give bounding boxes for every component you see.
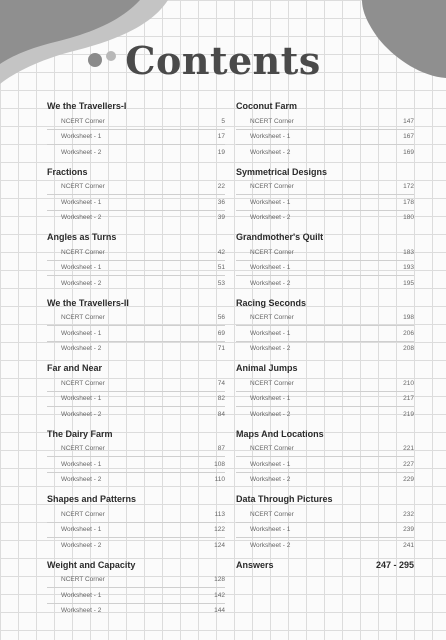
entry-page-number: 42 [217, 248, 225, 256]
chapter-title[interactable]: Maps And Locations [236, 428, 324, 439]
contents-entry[interactable] [236, 342, 414, 357]
contents-entry[interactable] [236, 180, 414, 196]
entry-page-number: 147 [403, 117, 414, 125]
entry-page-number: 239 [403, 526, 414, 534]
contents-entry[interactable] [236, 114, 414, 130]
chapter-title[interactable]: Fractions [47, 166, 88, 177]
contents-section [236, 493, 414, 553]
entry-label: NCERT Corner [250, 445, 294, 453]
chapter-entries [47, 507, 225, 553]
entry-page-number: 198 [403, 314, 414, 322]
chapter-entries [236, 311, 414, 357]
contents-entry[interactable] [47, 507, 225, 523]
chapter-entries [236, 245, 414, 291]
entry-label: Worksheet - 1 [61, 591, 102, 599]
chapter-title[interactable]: We the Travellers-II [47, 297, 129, 308]
contents-section [47, 428, 225, 488]
contents-entry[interactable] [236, 195, 414, 211]
entry-label: Worksheet - 2 [61, 541, 102, 549]
entry-page-number: 36 [217, 198, 225, 206]
chapter-title[interactable]: Weight and Capacity [47, 559, 136, 570]
entry-label: Worksheet - 2 [250, 148, 291, 156]
entry-page-number: 229 [403, 476, 414, 484]
contents-entry[interactable] [47, 245, 225, 261]
entry-page-number: 53 [217, 279, 225, 287]
contents-entry[interactable] [236, 261, 414, 277]
entry-label: Worksheet - 1 [61, 395, 102, 403]
chapter-entries [236, 114, 414, 160]
chapter-entries [236, 180, 414, 226]
entry-label: Worksheet - 1 [61, 264, 102, 272]
chapter-title[interactable]: Animal Jumps [236, 363, 298, 373]
contents-entry[interactable] [47, 407, 225, 422]
contents-entry[interactable] [47, 604, 225, 619]
entry-label: Worksheet - 1 [250, 264, 291, 272]
entry-page-number: 178 [403, 198, 414, 206]
entry-label: NCERT Corner [250, 183, 294, 191]
contents-entry[interactable] [47, 326, 225, 342]
entry-label: Worksheet - 2 [61, 410, 102, 418]
contents-left-column [47, 100, 225, 618]
entry-label: NCERT Corner [250, 314, 294, 322]
entry-page-number: 69 [217, 329, 225, 337]
chapter-entries [47, 573, 225, 619]
contents-entry[interactable] [236, 523, 414, 539]
entry-page-number: 108 [214, 460, 225, 468]
contents-entry[interactable] [47, 276, 225, 291]
entry-label: Worksheet - 1 [250, 460, 291, 468]
page-title: Contents [125, 38, 321, 83]
entry-label: Worksheet - 1 [61, 198, 102, 206]
entry-label: Worksheet - 2 [61, 148, 102, 156]
entry-page-number: 74 [217, 379, 225, 387]
chapter-entries [47, 180, 225, 226]
entry-page-number: 180 [403, 214, 414, 222]
entry-page-number: 183 [403, 248, 414, 256]
chapter-title[interactable]: Grandmother's Quilt [236, 232, 324, 242]
contents-section [47, 100, 225, 160]
entry-page-number: 232 [403, 510, 414, 518]
entry-label: Worksheet - 1 [61, 526, 102, 534]
entry-label: Worksheet - 2 [61, 476, 102, 484]
contents-entry[interactable] [47, 130, 225, 146]
entry-label: NCERT Corner [250, 248, 294, 256]
contents-entry[interactable] [47, 342, 225, 357]
entry-page-number: 195 [403, 279, 414, 287]
contents-entry[interactable] [236, 407, 414, 422]
entry-label: Worksheet - 1 [250, 198, 291, 206]
contents-section [47, 559, 225, 619]
contents-entry[interactable] [47, 457, 225, 473]
entry-label: Worksheet - 1 [61, 133, 102, 141]
contents-section [236, 231, 414, 291]
chapter-title[interactable]: The Dairy Farm [47, 428, 113, 439]
entry-label: Worksheet - 2 [250, 476, 291, 484]
entry-label: Worksheet - 1 [250, 133, 291, 141]
entry-page-number: 219 [403, 410, 414, 418]
chapter-entries [236, 507, 414, 553]
entry-page-number: 217 [403, 395, 414, 403]
contents-entry[interactable] [47, 180, 225, 196]
contents-entry[interactable] [236, 326, 414, 342]
contents-section [47, 231, 225, 291]
chapter-entries [47, 245, 225, 291]
contents-entry[interactable] [236, 311, 414, 327]
entry-label: NCERT Corner [61, 314, 105, 322]
entry-page-number: 221 [403, 445, 414, 453]
contents-section [47, 297, 225, 357]
contents-section [236, 100, 414, 160]
contents-entry[interactable] [47, 114, 225, 130]
contents-right-column [236, 100, 414, 572]
entry-page-number: 241 [403, 541, 414, 549]
entry-page-number: 82 [217, 395, 225, 403]
contents-entry[interactable] [236, 457, 414, 473]
entry-page-number: 110 [214, 476, 225, 484]
contents-entry[interactable] [47, 523, 225, 539]
entry-page-number: 87 [217, 445, 225, 453]
entry-label: NCERT Corner [61, 510, 105, 518]
entry-label: NCERT Corner [61, 248, 105, 256]
entry-label: Worksheet - 2 [61, 214, 102, 222]
entry-label: Worksheet - 2 [250, 345, 291, 353]
entry-page-number: 122 [214, 526, 225, 534]
entry-page-number: 71 [217, 345, 225, 353]
contents-entry[interactable] [47, 261, 225, 277]
chapter-title[interactable]: Angles as Turns [47, 232, 117, 242]
entry-page-number: 169 [403, 148, 414, 156]
entry-page-number: 124 [214, 541, 225, 549]
entry-label: NCERT Corner [250, 379, 294, 387]
contents-entry[interactable] [236, 211, 414, 226]
entry-page-number: 206 [403, 329, 414, 337]
contents-entry[interactable] [236, 276, 414, 291]
answers-label: Answers [236, 559, 274, 570]
entry-page-number: 144 [214, 607, 225, 615]
contents-entry[interactable] [47, 538, 225, 553]
contents-section [47, 166, 225, 226]
contents-entry[interactable] [47, 311, 225, 327]
entry-page-number: 5 [221, 117, 225, 125]
entry-label: Worksheet - 2 [250, 410, 291, 418]
contents-section [236, 166, 414, 226]
chapter-entries [47, 114, 225, 160]
entry-label: Worksheet - 2 [250, 279, 291, 287]
contents-entry[interactable] [47, 442, 225, 458]
entry-label: NCERT Corner [250, 510, 294, 518]
answers-pages: 247 - 295 [375, 559, 414, 570]
entry-page-number: 193 [403, 264, 414, 272]
chapter-entries [236, 442, 414, 488]
entry-page-number: 39 [217, 214, 225, 222]
entry-label: Worksheet - 2 [61, 345, 102, 353]
chapter-entries [47, 442, 225, 488]
entry-label: Worksheet - 2 [250, 214, 291, 222]
contents-entry[interactable] [236, 376, 414, 392]
contents-entry[interactable] [236, 392, 414, 408]
contents-section [47, 362, 225, 422]
contents-entry[interactable] [236, 145, 414, 160]
contents-entry[interactable] [236, 442, 414, 458]
chapter-entries [236, 376, 414, 422]
contents-entry[interactable] [236, 507, 414, 523]
contents-entry[interactable] [47, 588, 225, 604]
entry-label: NCERT Corner [61, 379, 105, 387]
entry-label: NCERT Corner [61, 183, 105, 191]
contents-entry[interactable] [236, 538, 414, 553]
chapter-title[interactable]: We the Travellers-I [47, 101, 127, 111]
chapter-entries [47, 311, 225, 357]
entry-page-number: 210 [403, 379, 414, 387]
contents-entry[interactable] [236, 245, 414, 261]
chapter-title[interactable]: Far and Near [47, 363, 103, 373]
contents-entry[interactable] [47, 145, 225, 160]
contents-entry[interactable] [47, 573, 225, 589]
entry-label: Worksheet - 2 [61, 607, 102, 615]
entry-page-number: 56 [217, 314, 225, 322]
entry-page-number: 17 [217, 133, 225, 141]
contents-entry[interactable] [47, 195, 225, 211]
contents-entry[interactable] [236, 473, 414, 488]
contents-entry[interactable] [47, 392, 225, 408]
entry-label: NCERT Corner [61, 576, 105, 584]
entry-page-number: 208 [403, 345, 414, 353]
entry-page-number: 84 [217, 410, 225, 418]
chapter-title[interactable]: Racing Seconds [236, 297, 307, 308]
entry-page-number: 227 [403, 460, 414, 468]
entry-label: Worksheet - 1 [250, 329, 291, 337]
entry-page-number: 51 [217, 264, 225, 272]
entry-label: Worksheet - 1 [250, 526, 291, 534]
entry-label: NCERT Corner [61, 117, 105, 125]
entry-label: Worksheet - 2 [61, 279, 102, 287]
entry-page-number: 22 [217, 183, 225, 191]
contents-entry[interactable] [236, 130, 414, 146]
entry-page-number: 172 [403, 183, 414, 191]
entry-label: Worksheet - 1 [61, 460, 102, 468]
entry-page-number: 142 [214, 591, 225, 599]
entry-label: Worksheet - 1 [61, 329, 102, 337]
chapter-title[interactable]: Shapes and Patterns [47, 494, 137, 504]
entry-label: NCERT Corner [250, 117, 294, 125]
contents-entry[interactable] [47, 376, 225, 392]
contents-section [236, 362, 414, 422]
contents-section [236, 428, 414, 488]
entry-page-number: 19 [217, 148, 225, 156]
entry-page-number: 167 [403, 133, 414, 141]
chapter-title[interactable]: Data Through Pictures [236, 494, 333, 504]
chapter-entries [47, 376, 225, 422]
chapter-title[interactable]: Coconut Farm [236, 101, 298, 111]
chapter-title[interactable]: Symmetrical Designs [236, 166, 328, 177]
contents-section [47, 493, 225, 553]
answers-entry[interactable] [236, 559, 414, 572]
contents-section [236, 297, 414, 357]
entry-page-number: 113 [214, 510, 225, 518]
entry-label: NCERT Corner [61, 445, 105, 453]
entry-label: Worksheet - 1 [250, 395, 291, 403]
entry-label: Worksheet - 2 [250, 541, 291, 549]
contents-entry[interactable] [47, 473, 225, 488]
entry-page-number: 128 [214, 576, 225, 584]
contents-entry[interactable] [47, 211, 225, 226]
